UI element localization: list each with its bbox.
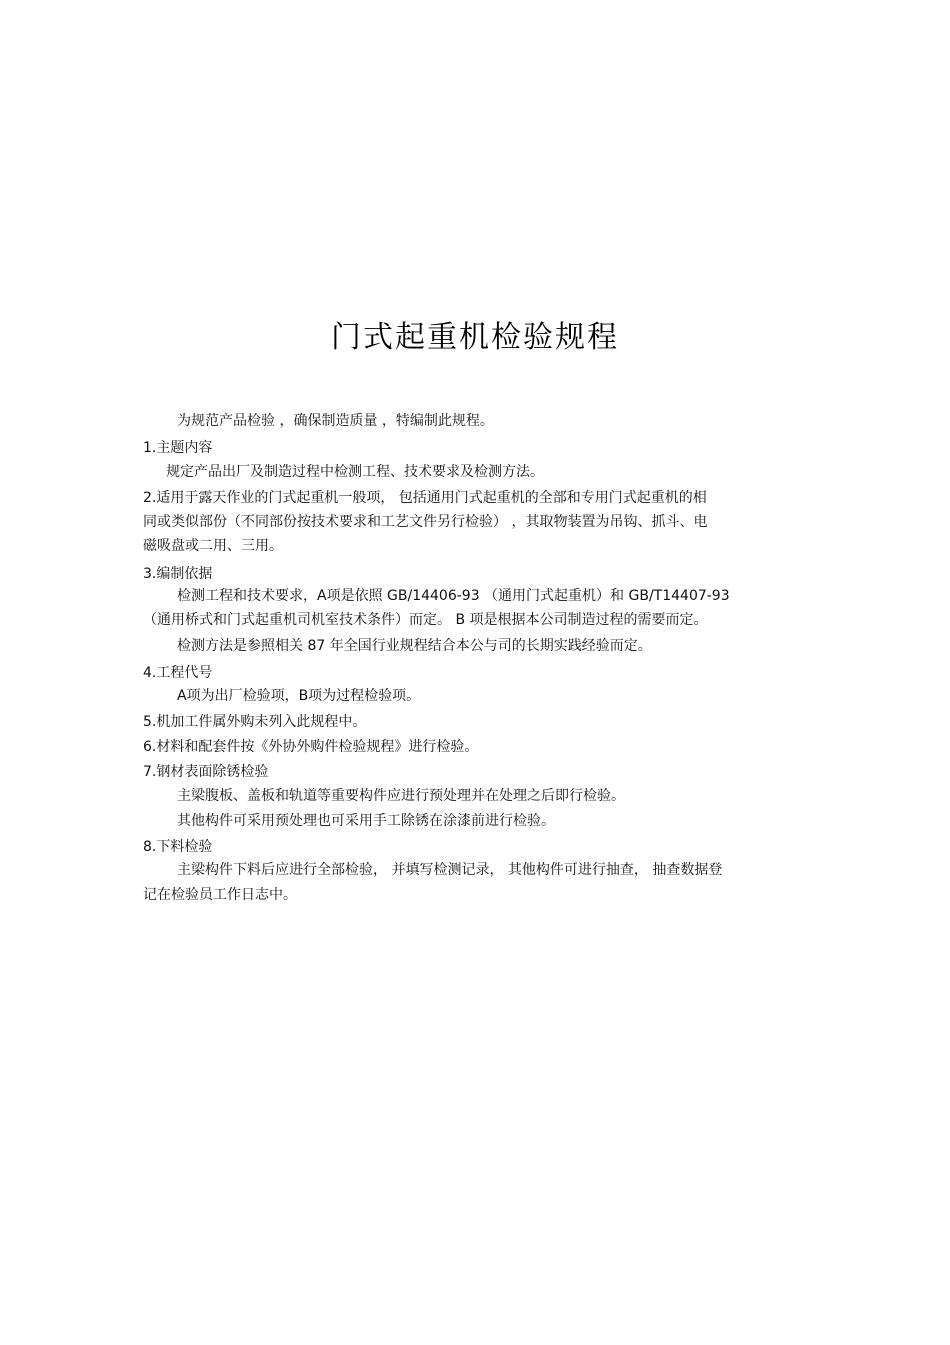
- document-title: 门式起重机检验规程: [331, 320, 619, 355]
- section-7-line-1: 主梁腹板、盖板和轨道等重要构件应进行预处理并在处理之后即行检验。: [177, 788, 625, 804]
- section-6-text: 6.材料和配套件按《外协外购件检验规程》进行检验。: [143, 739, 479, 755]
- intro-text: 为规范产品检验 ，确保制造质量 ，特编制此规程。: [177, 413, 494, 429]
- section-2-line-2: 同或类似部份（不同部份按技术要求和工艺文件另行检验） ，其取物装置为吊钩、抓斗、电: [143, 514, 708, 530]
- section-3-line-2: （通用桥式和门式起重机司机室技术条件）而定。 B 项是根据本公司制造过程的需要而定。: [143, 612, 708, 628]
- section-8-line-2: 记在检验员工作日志中。: [143, 887, 297, 903]
- section-3-line-3: 检测方法是参照相关 87 年全国行业规程结合本公与司的长期实践经验而定。: [177, 638, 652, 654]
- section-8-heading: 8.下料检验: [143, 839, 213, 855]
- section-4-heading: 4.工程代号: [143, 665, 213, 681]
- section-2-line-1: 2.适用于露天作业的门式起重机一般项， 包括通用门式起重机的全部和专用门式起重机的相: [143, 490, 707, 506]
- section-7-heading: 7.钢材表面除锈检验: [143, 764, 269, 780]
- section-5-text: 5.机加工件属外购未列入此规程中。: [143, 714, 367, 730]
- section-1-text: 规定产品出厂及制造过程中检测工程、技术要求及检测方法。: [166, 464, 544, 480]
- section-3-heading: 3.编制依据: [143, 566, 213, 582]
- section-7-line-2: 其他构件可采用预处理也可采用手工除锈在涂漆前进行检验。: [177, 813, 555, 829]
- section-1-heading: 1.主题内容: [143, 440, 213, 456]
- section-2-line-3: 磁吸盘或二用、三用。: [143, 538, 283, 554]
- section-8-line-1: 主梁构件下料后应进行全部检验， 并填写检测记录， 其他构件可进行抽查， 抽查数据登: [177, 862, 723, 878]
- section-4-text: A项为出厂检验项，B项为过程检验项。: [177, 688, 421, 704]
- section-3-line-1: 检测工程和技术要求，A项是依照 GB/14406-93 （通用门式起重机）和 GB/T14407-93: [177, 588, 730, 604]
